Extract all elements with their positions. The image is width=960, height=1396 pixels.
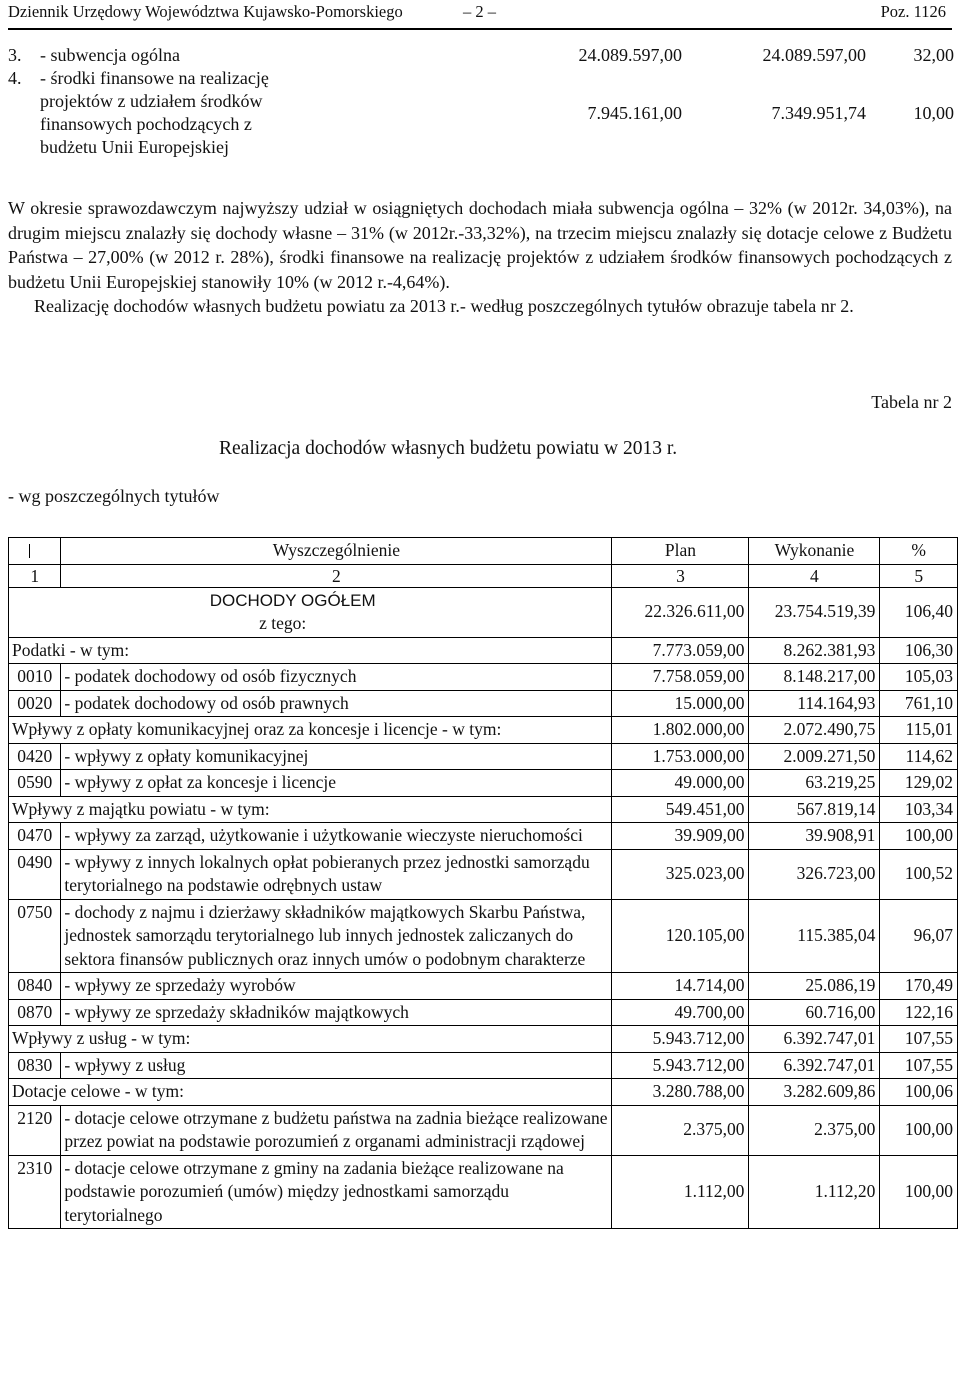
row-description: Podatki - w tym: xyxy=(9,637,612,664)
table-row xyxy=(9,637,958,664)
row-execution: 6.392.747,01 xyxy=(749,1052,880,1079)
table-row xyxy=(9,664,958,691)
header-cell: Wyszczególnienie xyxy=(61,538,612,565)
row-code: 0020 xyxy=(9,690,61,717)
row-code: 0470 xyxy=(9,823,61,850)
row-percent: 100,00 xyxy=(880,1155,958,1229)
desc-line: - środki finansowe na realizację xyxy=(40,68,269,88)
row-percent: 107,55 xyxy=(880,1026,958,1053)
row-description: Dotacje celowe - w tym: xyxy=(9,1079,612,1106)
row-plan: 1.112,00 xyxy=(612,1155,749,1229)
row-code: 0750 xyxy=(9,899,61,973)
row-execution: 326.723,00 xyxy=(749,849,880,899)
row-plan: 24.089.597,00 xyxy=(578,45,682,65)
income-table xyxy=(8,537,958,1229)
body-text xyxy=(8,196,952,319)
table-row xyxy=(9,770,958,797)
summary-table-continuation xyxy=(8,44,954,159)
row-execution: 60.716,00 xyxy=(749,999,880,1026)
table-row xyxy=(9,796,958,823)
row-execution: 2.072.490,75 xyxy=(749,717,880,744)
row-code: 0420 xyxy=(9,743,61,770)
column-number: 4 xyxy=(749,564,880,587)
row-plan: 5.943.712,00 xyxy=(612,1026,749,1053)
row-description: - wpływy z innych lokalnych opłat pobieranych przez jednostki samorządu terytorialnego na podstawie odrębnych ustaw xyxy=(61,849,612,899)
row-execution: 8.148.217,00 xyxy=(749,664,880,691)
row-execution: 2.375,00 xyxy=(749,1105,880,1155)
row-execution: 1.112,20 xyxy=(749,1155,880,1229)
table-caption: Tabela nr 2 xyxy=(871,392,952,412)
row-percent: 114,62 xyxy=(880,743,958,770)
row-description: - wpływy ze sprzedaży wyrobów xyxy=(61,973,612,1000)
row-description: - wpływy z opłat za koncesje i licencje xyxy=(61,770,612,797)
row-plan: 39.909,00 xyxy=(612,823,749,850)
row-description: - dotacje celowe otrzymane z budżetu państwa na zadnia bieżące realizowane przez powiat na podstawie porozumień z organami administracji rządowej xyxy=(61,1105,612,1155)
total-label-cell xyxy=(9,587,612,637)
total-percent: 106,40 xyxy=(880,587,958,637)
table-row xyxy=(9,849,958,899)
table-row xyxy=(9,1155,958,1229)
row-plan: 7.773.059,00 xyxy=(612,637,749,664)
row-plan: 2.375,00 xyxy=(612,1105,749,1155)
table-row xyxy=(9,717,958,744)
row-description: - podatek dochodowy od osób fizycznych xyxy=(61,664,612,691)
row-plan: 7.945.161,00 xyxy=(587,102,682,123)
cell-marker-icon xyxy=(29,544,40,558)
row-plan: 14.714,00 xyxy=(612,973,749,1000)
row-code: 0840 xyxy=(9,973,61,1000)
row-plan: 325.023,00 xyxy=(612,849,749,899)
row-execution: 114.164,93 xyxy=(749,690,880,717)
row-percent: 100,00 xyxy=(880,823,958,850)
row-description: Wpływy z opłaty komunikacyjnej oraz za koncesje i licencje - w tym: xyxy=(9,717,612,744)
row-percent: 32,00 xyxy=(913,45,954,65)
row-percent: 100,06 xyxy=(880,1079,958,1106)
header-divider xyxy=(8,28,952,30)
row-execution: 39.908,91 xyxy=(749,823,880,850)
row-code: 0010 xyxy=(9,664,61,691)
total-sublabel: z tego: xyxy=(259,613,307,633)
row-execution: 2.009.271,50 xyxy=(749,743,880,770)
row-percent: 100,52 xyxy=(880,849,958,899)
row-percent: 129,02 xyxy=(880,770,958,797)
total-row xyxy=(9,587,958,637)
total-plan: 22.326.611,00 xyxy=(612,587,749,637)
table-body xyxy=(9,637,958,1229)
row-plan: 549.451,00 xyxy=(612,796,749,823)
row-execution: 63.219,25 xyxy=(749,770,880,797)
row-code: 0830 xyxy=(9,1052,61,1079)
row-description: - podatek dochodowy od osób prawnych xyxy=(61,690,612,717)
desc-line: projektów z udziałem środków xyxy=(40,91,263,111)
row-code: 0590 xyxy=(9,770,61,797)
row-description: - wpływy z usług xyxy=(61,1052,612,1079)
column-number: 1 xyxy=(9,564,61,587)
row-percent: 761,10 xyxy=(880,690,958,717)
header-cell xyxy=(9,538,61,565)
row-percent: 103,34 xyxy=(880,796,958,823)
desc-line: budżetu Unii Europejskiej xyxy=(40,137,229,157)
row-execution: 115.385,04 xyxy=(749,899,880,973)
row-description: - wpływy z opłaty komunikacyjnej xyxy=(61,743,612,770)
row-code: 2310 xyxy=(9,1155,61,1229)
page-header xyxy=(8,0,952,26)
row-description xyxy=(30,67,450,159)
row-description: - dochody z najmu i dzierżawy składników majątkowych Skarbu Państwa, jednostek samorządu terytorialnego lub innych jednostek zaliczanych do sektora finansów publicznych oraz innych umów o podobnym charakterze xyxy=(61,899,612,973)
row-description: Wpływy z majątku powiatu - w tym: xyxy=(9,796,612,823)
row-execution: 6.392.747,01 xyxy=(749,1026,880,1053)
row-plan: 15.000,00 xyxy=(612,690,749,717)
row-code: 2120 xyxy=(9,1105,61,1155)
header-cell: Wykonanie xyxy=(749,538,880,565)
row-code: 0490 xyxy=(9,849,61,899)
column-number-row xyxy=(9,564,958,587)
row-plan: 49.000,00 xyxy=(612,770,749,797)
row-percent: 170,49 xyxy=(880,973,958,1000)
row-percent: 100,00 xyxy=(880,1105,958,1155)
row-execution: 25.086,19 xyxy=(749,973,880,1000)
row-percent: 107,55 xyxy=(880,1052,958,1079)
row-description: Wpływy z usług - w tym: xyxy=(9,1026,612,1053)
header-cell: Plan xyxy=(612,538,749,565)
total-execution: 23.754.519,39 xyxy=(749,587,880,637)
row-percent: 96,07 xyxy=(880,899,958,973)
table-row xyxy=(9,743,958,770)
paragraph: W okresie sprawozdawczym najwyższy udział w osiągniętych dochodach miała subwencja ogólna – 32% (w 2012r. 34,03%), na drugim miejscu znalazły się dochody własne – 31% (w 2012r.-33,32%), na trzecim miejscu znalazły się dotacje celowe z Budżetu Państwa – 27,00% (w 2012 r. 28%), środki finansowe na realizację projektów z udziałem środków finansowych pochodzących z budżetu Unii Europejskiej stanowiły 10% (w 2012 r.-4,64%). xyxy=(8,198,952,292)
table-row xyxy=(9,973,958,1000)
row-percent: 122,16 xyxy=(880,999,958,1026)
row-description: - subwencja ogólna xyxy=(40,45,180,65)
desc-line: finansowych pochodzących z xyxy=(40,114,252,134)
table-row xyxy=(9,1105,958,1155)
table-header-row xyxy=(9,538,958,565)
table-row xyxy=(9,1052,958,1079)
header-cell: % xyxy=(880,538,958,565)
row-plan: 7.758.059,00 xyxy=(612,664,749,691)
row-plan: 5.943.712,00 xyxy=(612,1052,749,1079)
paragraph: Realizację dochodów własnych budżetu powiatu za 2013 r.- według poszczególnych tytułów obrazuje tabela nr 2. xyxy=(34,296,854,316)
row-plan: 120.105,00 xyxy=(612,899,749,973)
row-plan: 49.700,00 xyxy=(612,999,749,1026)
row-execution: 7.349.951,74 xyxy=(771,102,866,123)
row-execution: 8.262.381,93 xyxy=(749,637,880,664)
row-percent: 105,03 xyxy=(880,664,958,691)
table-row xyxy=(9,1026,958,1053)
row-percent: 106,30 xyxy=(880,637,958,664)
row-execution: 567.819,14 xyxy=(749,796,880,823)
row-plan: 1.802.000,00 xyxy=(612,717,749,744)
row-description: - wpływy za zarząd, użytkowanie i użytkowanie wieczyste nieruchomości xyxy=(61,823,612,850)
journal-title: Dziennik Urzędowy Województwa Kujawsko-Pomorskiego xyxy=(8,2,403,21)
row-plan: 1.753.000,00 xyxy=(612,743,749,770)
table-row xyxy=(9,999,958,1026)
table-row xyxy=(8,44,954,67)
column-number: 3 xyxy=(612,564,749,587)
table-subtitle: - wg poszczególnych tytułów xyxy=(8,486,220,506)
position-number: Poz. 1126 xyxy=(880,2,946,21)
table-row xyxy=(9,1079,958,1106)
row-execution: 24.089.597,00 xyxy=(762,45,866,65)
row-plan: 3.280.788,00 xyxy=(612,1079,749,1106)
total-label: DOCHODY OGÓŁEM xyxy=(209,590,376,610)
page-number: – 2 – xyxy=(463,2,496,21)
row-execution: 3.282.609,86 xyxy=(749,1079,880,1106)
column-number: 2 xyxy=(61,564,612,587)
table-row xyxy=(9,823,958,850)
row-number: 3. xyxy=(8,45,22,65)
table-row xyxy=(9,899,958,973)
table-title: Realizacja dochodów własnych budżetu powiatu w 2013 r. xyxy=(219,438,678,459)
row-code: 0870 xyxy=(9,999,61,1026)
row-description: - wpływy ze sprzedaży składników majątkowych xyxy=(61,999,612,1026)
row-percent: 115,01 xyxy=(880,717,958,744)
row-number: 4. xyxy=(8,68,22,88)
table-row xyxy=(9,690,958,717)
row-percent: 10,00 xyxy=(913,102,954,123)
column-number: 5 xyxy=(880,564,958,587)
table-row xyxy=(8,67,954,159)
row-description: - dotacje celowe otrzymane z gminy na zadania bieżące realizowane na podstawie porozumień (umów) między jednostkami samorządu terytorialnego xyxy=(61,1155,612,1229)
